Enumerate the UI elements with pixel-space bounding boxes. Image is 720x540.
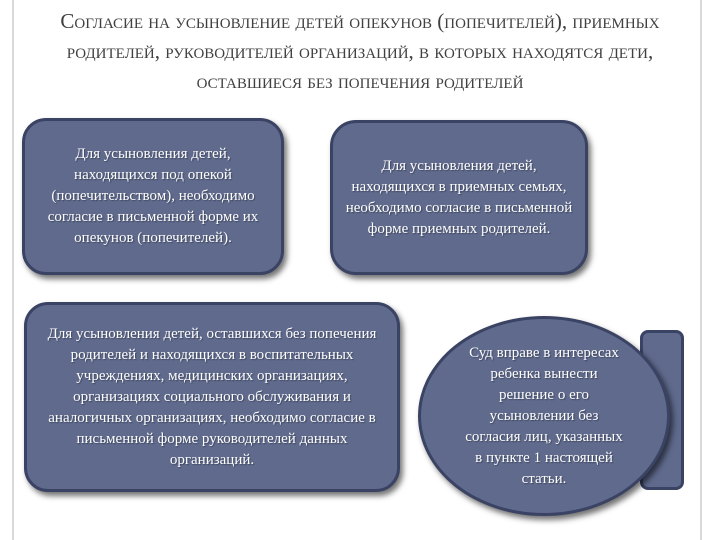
institution-consent-text: Для усыновления детей, оставшихся без попечения родителей и находящихся в воспитательных учреждениях, медицинских организациях, организациях социального обслуживания и аналогичных организациях, необходимо согласие в письменной форме руководителей данных организаций.	[47, 325, 377, 468]
institution-consent-box	[24, 302, 400, 492]
court-decision-oval	[418, 316, 670, 516]
court-decision-text: Суд вправе в интересах ребенка вынести решение о его усыновлении без согласия лиц, указанных в пункте 1 настоящей статьи.	[465, 344, 623, 487]
foster-family-consent-text: Для усыновления детей, находящихся в приемных семьях, необходимо согласие в письменной форме приемных родителей.	[345, 157, 573, 237]
slide-frame-corner	[700, 0, 720, 40]
guardianship-consent-text: Для усыновления детей, находящихся под опекой (попечительством), необходимо согласие в письменной форме их опекунов (попечителей).	[47, 146, 259, 246]
foster-family-consent-box	[330, 120, 588, 275]
slide-title: Согласие на усыновление детей опекунов (попечителей), приемных родителей, руководителей организаций, в которых находятся дети, оставшиеся без попечения родителей	[60, 9, 660, 93]
slide-frame-right-line	[700, 0, 702, 540]
slide-frame-left-line	[12, 0, 14, 540]
guardianship-consent-box	[22, 118, 284, 275]
